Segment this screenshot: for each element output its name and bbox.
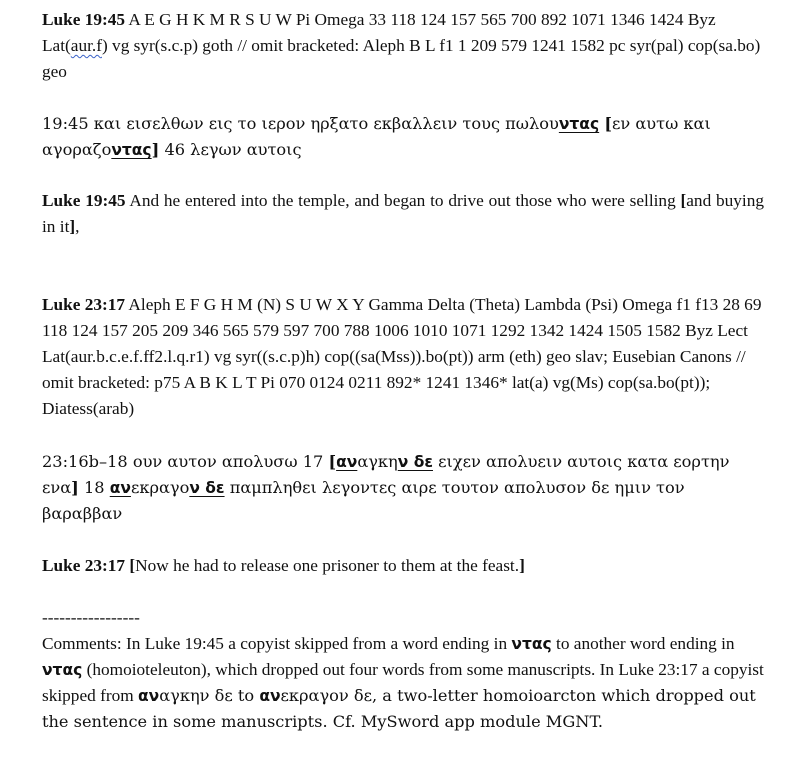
comment-text: (homoioteleuton), which dropped out four words from some manuscripts. In Luke 23:17 a copyist skipped from: [42, 660, 764, 705]
greek-text: 19:45 και εισελθων εις το ιερον ηρξατο εκβαλλειν τους πωλου: [42, 114, 559, 133]
greek-ending-highlight: ντας: [111, 141, 152, 159]
greek-highlight: ντας: [42, 661, 83, 679]
greek-text: παμπληθει λεγοντες αιρε τουτον απολυσον δε ημιν τον βαραββαν: [42, 478, 685, 523]
bracket: [: [680, 191, 687, 210]
greek-text: εκραγο: [130, 478, 190, 497]
bracket: ]: [151, 140, 160, 159]
apparatus-text: A E G H K M R S U W Pi Omega 33 118 124 157 565 700 892 1071 1346 1424 Byz Lat(: [42, 10, 716, 55]
bracket: ]: [71, 478, 79, 497]
english-text: and buying in it: [42, 191, 765, 236]
comment-text: to another word ending in: [551, 634, 735, 653]
english-text: And he entered into the temple, and began to drive out those who were selling: [125, 191, 681, 210]
luke-19-45-english: [42, 188, 764, 240]
english-text: Now he had to release one prisoner to them at the feast.: [135, 556, 520, 575]
comment-text: εκραγον δε, a two-letter homoioarcton which dropped out the sentence in some manuscripts. Cf. MySword app module MGNT.: [42, 686, 756, 731]
comment-text: αγκην δε to: [159, 686, 260, 705]
luke-19-45-greek: [42, 111, 764, 163]
greek-highlight: αν: [138, 687, 160, 705]
greek-start-highlight: αν: [109, 479, 131, 497]
greek-ending-highlight: ντας: [558, 115, 600, 133]
luke-23-17-english: [42, 553, 764, 579]
verse-reference: Luke 19:45: [42, 10, 126, 29]
bracket: [: [129, 556, 136, 575]
greek-start-highlight: αν: [336, 453, 358, 471]
separator-line: -----------------: [42, 608, 140, 627]
english-text: ,: [75, 217, 80, 236]
greek-text: 23:16b–18 ουν αυτον απολυσω 17: [42, 452, 329, 471]
greek-ending-highlight: ν δε: [189, 479, 225, 497]
verse-reference: Luke 23:17: [42, 295, 126, 314]
verse-reference: Luke 23:17: [42, 556, 126, 575]
greek-text: ειχεν απολυειν αυτοις κατα εορτην ενα: [42, 452, 730, 497]
greek-highlight: αν: [259, 687, 281, 705]
greek-text: 18: [78, 478, 110, 497]
comment-text: Comments: In Luke 19:45 a copyist skipped from a word ending in: [42, 634, 512, 653]
greek-highlight: ντας: [511, 635, 552, 653]
apparatus-text: Aleph E F G H M (N) S U W X Y Gamma Delta (Theta) Lambda (Psi) Omega f1 f13 28 69 118 124 157 205 209 346 565 579 597 700 788 1006 1010 1071 1292 1342 1424 1505 1582 Byz Lect Lat(aur.b.c.e.f.ff2.l.q.r1) vg syr((s.c.p)h) cop((sa(Mss)).bo(pt)) arm (eth) geo slav; Eusebian Canons // omit bracketed: p75 A B K L T Pi 070 0124 0211 892* 1241 1346* lat(a) vg(Ms) cop(sa.bo(pt)); Diatess(arab): [42, 295, 762, 418]
greek-text: εν αυτω και αγοραζο: [42, 114, 711, 159]
bracket: [: [604, 114, 612, 133]
greek-ending-highlight: ν δε: [397, 453, 433, 471]
bracket: [: [328, 452, 337, 471]
bracket: ]: [519, 556, 525, 575]
apparatus-text: ) vg syr(s.c.p) goth // omit bracketed: Aleph B L f1 1 209 579 1241 1582 pc syr(pal) cop(sa.bo) geo: [42, 36, 761, 81]
bracket: ]: [69, 217, 76, 236]
luke-23-17-greek: [42, 449, 764, 527]
luke-23-17-apparatus: [42, 292, 764, 422]
greek-text: αγκη: [357, 452, 398, 471]
spellcheck-flag: aur.f: [70, 36, 102, 55]
greek-text: 46 λεγων αυτοις: [159, 140, 302, 159]
verse-reference: Luke 19:45: [42, 191, 126, 210]
luke-19-45-apparatus: [42, 7, 764, 85]
comments-paragraph: [42, 631, 764, 735]
